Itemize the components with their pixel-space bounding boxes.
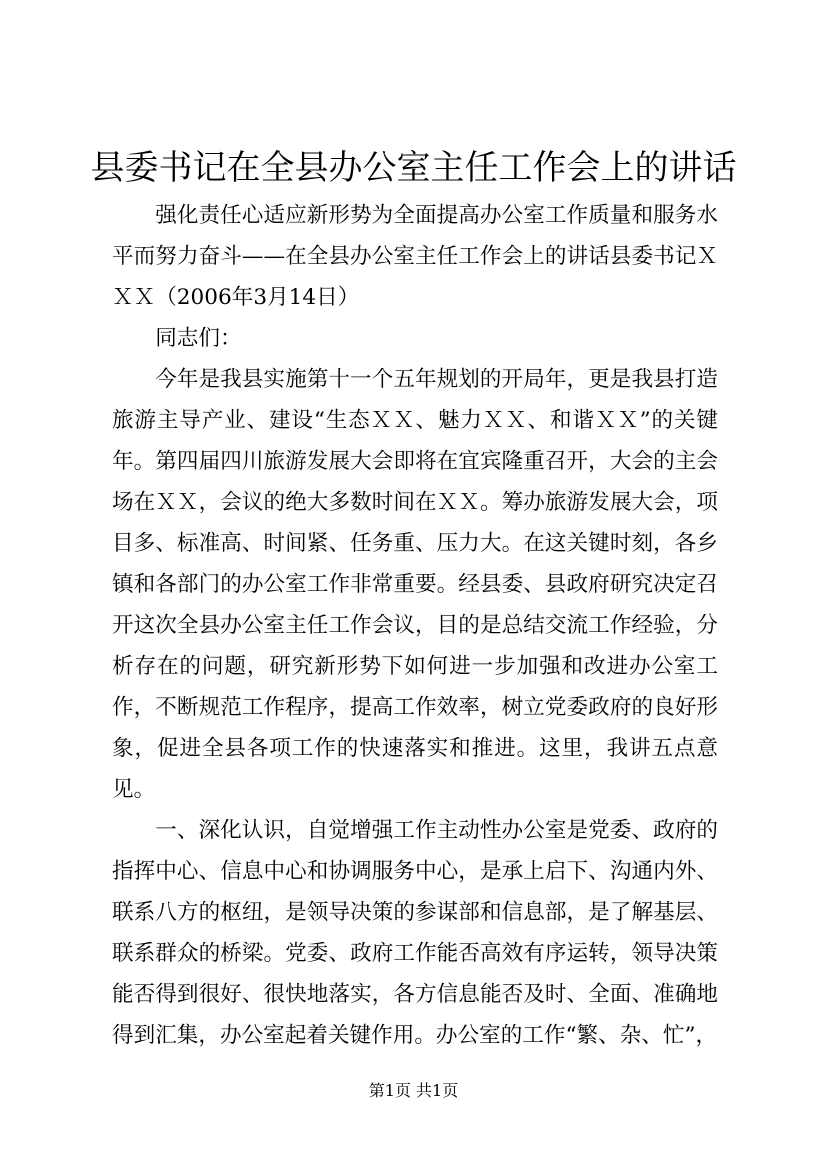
document-title: 县委书记在全县办公室主任工作会上的讲话	[90, 148, 737, 188]
body-paragraph: 一、深化认识，自觉增强工作主动性办公室是党委、政府的指挥中心、信息中心和协调服务中心，是承上启下、沟通内外、联系八方的枢纽，是领导决策的参谋部和信息部，是了解基层、联系群众的桥梁。党委、政府工作能否高效有序运转，领导决策能否得到很好、很快地落实，各方信息能否及时、全面、准确地得到汇集，办公室起着关键作用。办公室的工作“繁、杂、忙”，	[112, 818, 718, 1048]
body-paragraph: 今年是我县实施第十一个五年规划的开局年，更是我县打造旅游主导产业、建设“生态ＸＸ、魅力ＸＸ、和谐ＸＸ”的关键年。第四届四川旅游发展大会即将在宜宾隆重召开，大会的主会场在ＸＸ，会议的绝大多数时间在ＸＸ。筹办旅游发展大会，项目多、标准高、时间紧、任务重、压力大。在这关键时刻，各乡镇和各部门的办公室工作非常重要。经县委、县政府研究决定召开这次全县办公室主任工作会议，目的是总结交流工作经验，分析存在的问题，研究新形势下如何进一步加强和改进办公室工作，不断规范工作程序，提高工作效率，树立党委政府的良好形象，促进全县各项工作的快速落实和推进。这里，我讲五点意见。	[112, 367, 718, 802]
document-body	[112, 195, 718, 1056]
subtitle-paragraph: 强化责任心适应新形势为全面提高办公室工作质量和服务水平而努力奋斗——在全县办公室主任工作会上的讲话县委书记ＸＸＸ（2006年3月14日）	[112, 203, 718, 310]
page-footer: 第1页 共1页	[368, 1081, 459, 1100]
salutation-paragraph: 同志们：	[155, 326, 242, 351]
